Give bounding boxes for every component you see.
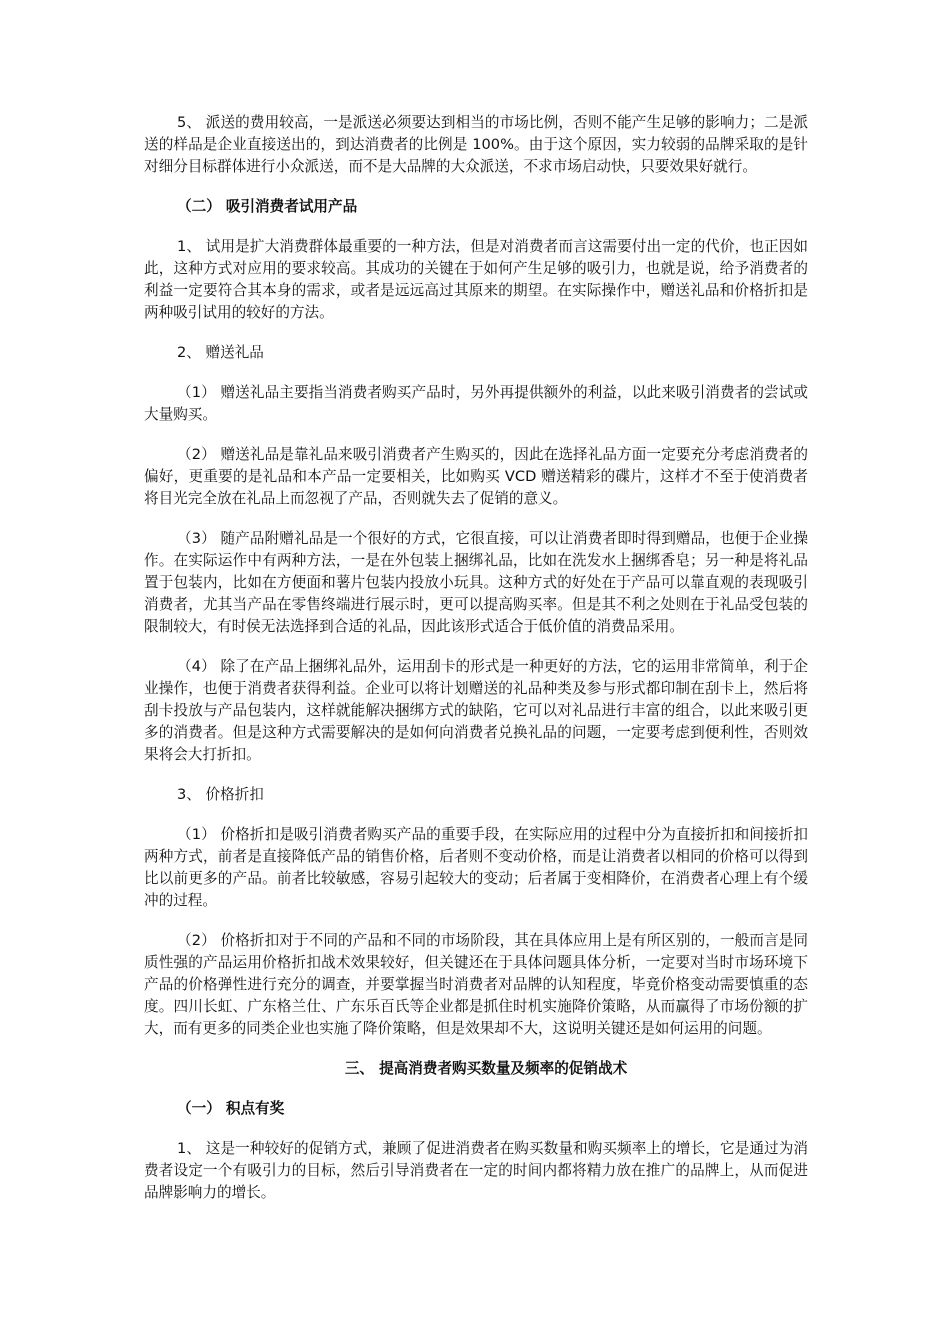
paragraph-gift-2: （2） 赠送礼品是靠礼品来吸引消费者产生购买的，因此在选择礼品方面一定要充分考虑消费者的偏好，更重要的是礼品和本产品一定要相关，比如购买 VCD 赠送精彩的碟片，这样才不至于使消费者将目光完全放在礼品上而忽视了产品，否则就失去了促销的意义。 bbox=[144, 446, 808, 507]
paragraph-discount-2: （2） 价格折扣对于不同的产品和不同的市场阶段，其在具体应用上是有所区别的，一般而言是同质性强的产品运用价格折扣战术效果较好，但关键还在于具体问题具体分析，一定要对当时市场环境下产品的价格弹性进行充分的调查，并要掌握当时消费者对品牌的认知程度，毕竟价格变动需要慎重的态度。四川长虹、广东格兰仕、广东乐百氏等企业都是抓住时机实施降价策略，从而赢得了市场份额的扩大，而有更多的同类企业也实施了降价策略，但是效果却不大，这说明关键还是如何运用的问题。 bbox=[144, 932, 808, 1037]
section-heading-attract-trial: （二） 吸引消费者试用产品 bbox=[177, 198, 358, 215]
paragraph-points-rewards: 1、 这是一种较好的促销方式，兼顾了促进消费者在购买数量和购买频率上的增长，它是通过为消费者设定一个有吸引力的目标，然后引导消费者在一定的时间内都将精力放在推广的品牌上，从而促进品牌影响力的增长。 bbox=[144, 1140, 808, 1201]
paragraph-gift-1: （1） 赠送礼品主要指当消费者购买产品时，另外再提供额外的利益，以此来吸引消费者的尝试或大量购买。 bbox=[144, 384, 808, 423]
section-heading-points-rewards: （一） 积点有奖 bbox=[177, 1100, 285, 1117]
paragraph-gift-3: （3） 随产品附赠礼品是一个很好的方式，它很直接，可以让消费者即时得到赠品，也便于企业操作。在实际运作中有两种方法，一是在外包装上捆绑礼品，比如在洗发水上捆绑香皂；另一种是将礼品置于包装内，比如在方便面和薯片包装内投放小玩具。这种方式的好处在于产品可以靠直观的表现吸引消费者，尤其当产品在零售终端进行展示时，更可以提高购买率。但是其不利之处则在于礼品受包装的限制较大，有时侯无法选择到合适的礼品，因此该形式适合于低价值的消费品采用。 bbox=[144, 530, 808, 635]
paragraph-gift-4: （4） 除了在产品上捆绑礼品外，运用刮卡的形式是一种更好的方法，它的运用非常简单，利于企业操作，也便于消费者获得利益。企业可以将计划赠送的礼品种类及参与形式都印制在刮卡上，然后将刮卡投放与产品包装内，这样就能解决捆绑方式的缺陷，它可以对礼品进行丰富的组合，以此来吸引更多的消费者。但是这种方式需要解决的是如何向消费者兑换礼品的问题，一定要考虑到便利性，否则效果将会大打折扣。 bbox=[144, 658, 808, 763]
subheading-price-discount: 3、 价格折扣 bbox=[177, 786, 264, 803]
paragraph-discount-1: （1） 价格折扣是吸引消费者购买产品的重要手段，在实际应用的过程中分为直接折扣和间接折扣两种方式，前者是直接降低产品的销售价格，后者则不变动价格，而是让消费者以相同的价格可以得到比以前更多的产品。前者比较敏感，容易引起较大的变动；后者属于变相降价，在消费者心理上有个缓冲的过程。 bbox=[144, 826, 808, 909]
document-page bbox=[144, 112, 808, 1222]
paragraph-sampling-cost: 5、 派送的费用较高，一是派送必须要达到相当的市场比例，否则不能产生足够的影响力；二是派送的样品是企业直接送出的，到达消费者的比例是 100%。由于这个原因，实力较弱的品牌采取的是针对细分目标群体进行小众派送，而不是大品牌的大众派送，不求市场启动快，只要效果好就行。 bbox=[144, 114, 808, 175]
paragraph-trial-importance: 1、 试用是扩大消费群体最重要的一种方法，但是对消费者而言这需要付出一定的代价，也正因如此，这种方式对应用的要求较高。其成功的关键在于如何产生足够的吸引力，也就是说，给予消费者的利益一定要符合其本身的需求，或者是远远高过其原来的期望。在实际操作中，赠送礼品和价格折扣是两种吸引试用的较好的方法。 bbox=[144, 238, 808, 321]
chapter-heading-purchase-frequency: 三、 提高消费者购买数量及频率的促销战术 bbox=[344, 1060, 628, 1077]
subheading-gifts: 2、 赠送礼品 bbox=[177, 344, 264, 361]
